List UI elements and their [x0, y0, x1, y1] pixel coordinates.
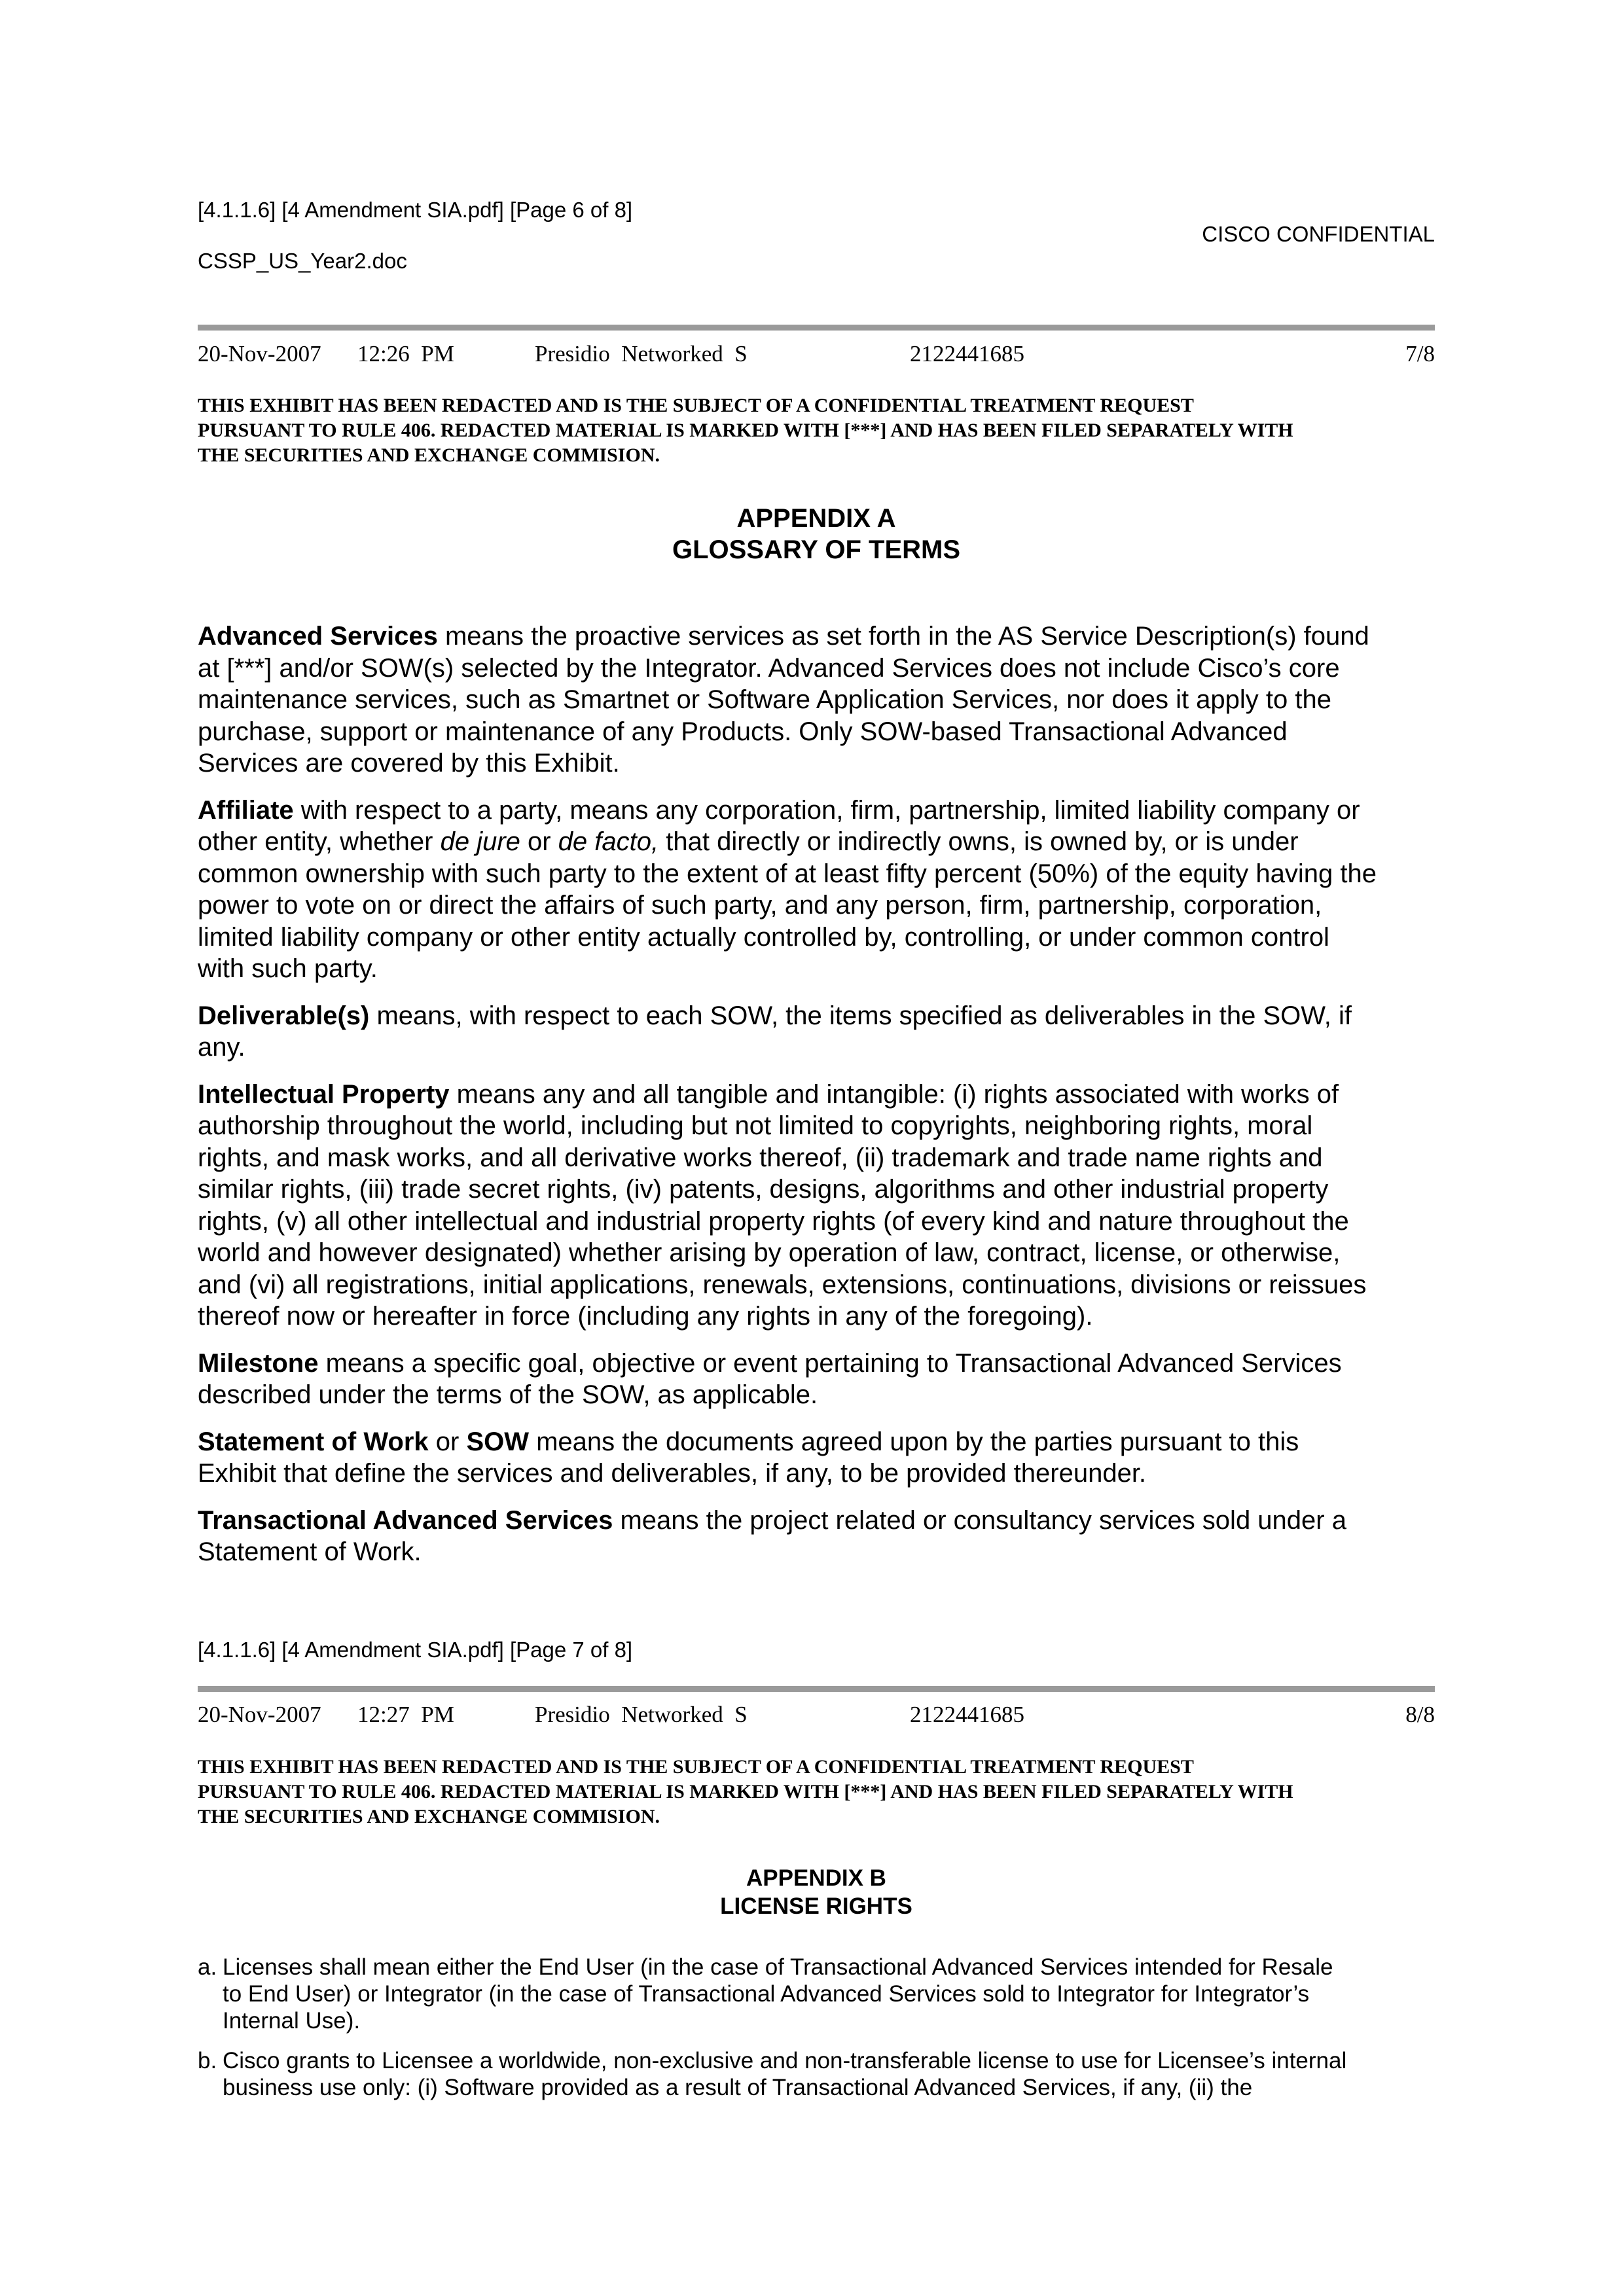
list-item: b. Cisco grants to Licensee a worldwide, non-exclusive and non-transferable license to use for Licensee’s internal business use only: (i) Software provided as a result of Transactional Advanced Services, if any, (ii) the — [198, 2048, 1347, 2100]
notice-line: THE SECURITIES AND EXCHANGE COMMISION. — [198, 444, 660, 466]
fax-sender: Presidio Networked S — [535, 341, 748, 367]
source-reference: [4.1.1.6] [4 Amendment SIA.pdf] [Page 7 of 8] — [198, 1638, 633, 1662]
list-item: a. Licenses shall mean either the End User (in the case of Transactional Advanced Services intended for Resale to End User) or Integrator (in the case of Transactional Advanced Services sold to Integrator for Integrator’s Internal Use). — [198, 1954, 1333, 2034]
redaction-notice — [198, 393, 1435, 468]
license-rights-list — [198, 1954, 1435, 2114]
notice-line: THIS EXHIBIT HAS BEEN REDACTED AND IS THE SUBJECT OF A CONFIDENTIAL TREATMENT REQUEST — [198, 395, 1194, 416]
confidential-label: CISCO CONFIDENTIAL — [1202, 222, 1435, 246]
fax-date: 20-Nov-2007 — [198, 1702, 321, 1727]
list-item-label: a. — [198, 1954, 217, 1980]
glossary-term: Intellectual Property — [198, 1079, 450, 1109]
source-reference: [4.1.1.6] [4 Amendment SIA.pdf] [Page 6 of 8] — [198, 198, 633, 222]
fax-header-line — [198, 341, 1435, 370]
glossary-entry-deliverables: Deliverable(s) means, with respect to each SOW, the items specified as deliverables in the SOW, if any. — [198, 1001, 1352, 1062]
redaction-notice — [198, 1755, 1435, 1829]
notice-line: PURSUANT TO RULE 406. REDACTED MATERIAL IS MARKED WITH [***] AND HAS BEEN FILED SEPARATELY WITH — [198, 420, 1293, 441]
glossary-entry-statement-of-work: Statement of Work or SOW means the documents agreed upon by the parties pursuant to this Exhibit that define the services and deliverables, if any, to be provided thereunder. — [198, 1427, 1299, 1488]
fax-header-rule — [198, 325, 1435, 331]
appendix-b-heading — [198, 1864, 1435, 1920]
document-filename: CSSP_US_Year2.doc — [198, 249, 407, 273]
fax-time: 12:27 PM — [357, 1702, 454, 1727]
glossary-term: SOW — [466, 1427, 529, 1456]
glossary-entry-transactional-advanced-services: Transactional Advanced Services means the project related or consultancy services sold under a Statement of Work. — [198, 1505, 1346, 1566]
glossary-term: Affiliate — [198, 795, 294, 825]
glossary-entry-advanced-services: Advanced Services means the proactive services as set forth in the AS Service Description(s) found at [***] and/or SOW(s) selected by the Integrator. Advanced Services does not include Cisco’s core maintenance services, such as Smartnet or Software Application Services, nor does it apply to the purchase, support or maintenance of any Products. Only SOW-based Transactional Advanced Services are covered by this Exhibit. — [198, 622, 1369, 778]
glossary-term: Deliverable(s) — [198, 1001, 370, 1030]
fax-sender: Presidio Networked S — [535, 1702, 748, 1727]
glossary-body — [198, 620, 1435, 1583]
fax-page: 7/8 — [1405, 341, 1435, 367]
glossary-term: Milestone — [198, 1348, 319, 1378]
glossary-entry-affiliate: Affiliate with respect to a party, means any corporation, firm, partnership, limited liability company or other entity, whether de jure or de facto, that directly or indirectly owns, is owned by, or is under common ownership with such party to the extent of at least fifty percent (50%) of the equity having the power to vote on or direct the affairs of such party, and any person, firm, partnership, corporation, limited liability company or other entity actually controlled by, controlling, or under common control with such party. — [198, 795, 1377, 983]
notice-line: PURSUANT TO RULE 406. REDACTED MATERIAL IS MARKED WITH [***] AND HAS BEEN FILED SEPARATELY WITH — [198, 1781, 1293, 1803]
fax-date: 20-Nov-2007 — [198, 341, 321, 367]
fax-phone: 2122441685 — [910, 341, 1024, 367]
fax-time: 12:26 PM — [357, 341, 454, 367]
fax-phone: 2122441685 — [910, 1702, 1024, 1727]
glossary-term: Transactional Advanced Services — [198, 1505, 613, 1535]
appendix-title: APPENDIX A — [736, 504, 896, 533]
glossary-term: Statement of Work — [198, 1427, 429, 1456]
fax-page: 8/8 — [1405, 1702, 1435, 1727]
appendix-subtitle: GLOSSARY OF TERMS — [672, 535, 961, 564]
fax-header-line — [198, 1702, 1435, 1731]
appendix-title: APPENDIX B — [746, 1865, 886, 1891]
glossary-entry-intellectual-property: Intellectual Property means any and all tangible and intangible: (i) rights associated with works of authorship throughout the world, including but not limited to copyrights, neighboring rights, moral rights, and mask works, and all derivative works thereof, (ii) trademark and trade name rights and similar rights, (iii) trade secret rights, (iv) patents, designs, algorithms and other industrial property rights, (v) all other intellectual and industrial property rights (of every kind and nature throughout the world and however designated) whether arising by operation of law, contract, license, or otherwise, and (vi) all registrations, initial applications, renewals, extensions, continuations, divisions or reissues thereof now or hereafter in force (including any rights in any of the foregoing). — [198, 1079, 1367, 1331]
list-item-label: b. — [198, 2048, 217, 2073]
notice-line: THE SECURITIES AND EXCHANGE COMMISION. — [198, 1806, 660, 1827]
glossary-term: Advanced Services — [198, 622, 438, 651]
appendix-a-heading — [198, 503, 1435, 565]
fax-header-rule — [198, 1686, 1435, 1692]
glossary-entry-milestone: Milestone means a specific goal, objective or event pertaining to Transactional Advanced Services described under the terms of the SOW, as applicable. — [198, 1348, 1342, 1409]
appendix-subtitle: LICENSE RIGHTS — [720, 1893, 912, 1919]
notice-line: THIS EXHIBIT HAS BEEN REDACTED AND IS THE SUBJECT OF A CONFIDENTIAL TREATMENT REQUEST — [198, 1756, 1194, 1778]
